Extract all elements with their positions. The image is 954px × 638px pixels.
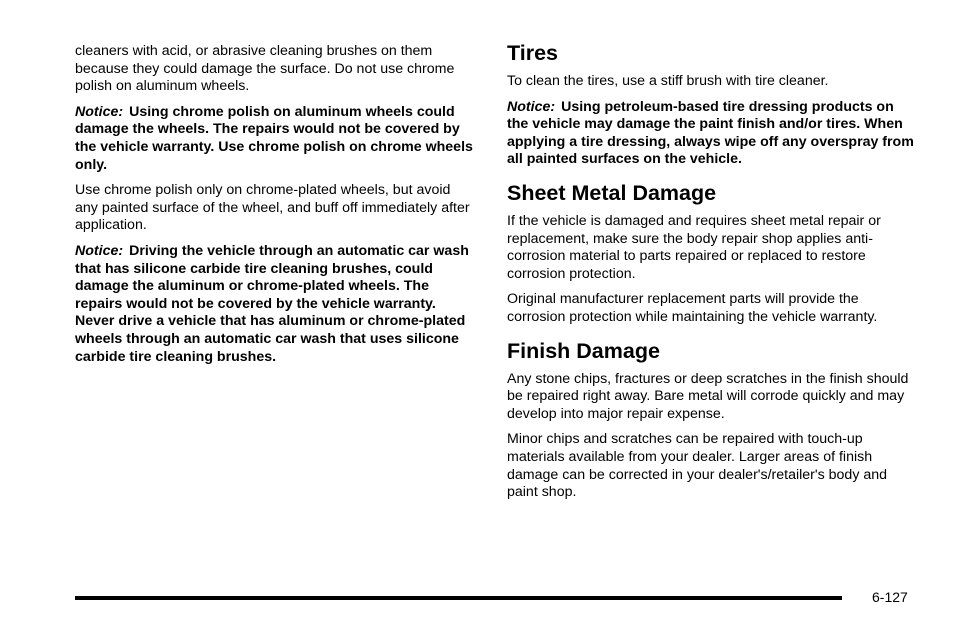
notice-label: Notice: bbox=[75, 103, 124, 120]
right-column bbox=[507, 41, 915, 514]
finish-damage-paragraph-2: Minor chips and scratches can be repaired with touch-up materials available from your dealer. Larger areas of finish damage can be corrected in your dealer's/retailer's body and paint shop. bbox=[507, 431, 888, 501]
finish-damage-heading: Finish Damage bbox=[507, 338, 660, 363]
tire-dressing-notice bbox=[507, 99, 915, 169]
finish-damage-section bbox=[507, 339, 915, 502]
finish-damage-paragraph-1: Any stone chips, fractures or deep scratches in the finish should be repaired right away. Bare metal will corrode quickly and may develop into major repair expense. bbox=[507, 370, 909, 422]
tires-section bbox=[507, 41, 915, 169]
tires-heading: Tires bbox=[507, 41, 558, 65]
car-wash-notice bbox=[75, 243, 475, 366]
sheet-metal-heading: Sheet Metal Damage bbox=[507, 180, 717, 205]
tires-paragraph: To clean the tires, use a stiff brush with tire cleaner. bbox=[507, 73, 829, 89]
chrome-polish-notice bbox=[75, 104, 475, 174]
wheel-cleaning-paragraph: cleaners with acid, or abrasive cleaning brushes on them because they could damage the surface. Do not use chrome polish on aluminum wheels. bbox=[75, 43, 455, 95]
notice-label: Notice: bbox=[507, 98, 556, 115]
chrome-polish-paragraph: Use chrome polish only on chrome-plated wheels, but avoid any painted surface of the wheel, and buff off immediately after application. bbox=[75, 182, 470, 234]
left-column bbox=[75, 43, 475, 374]
notice-label: Notice: bbox=[75, 242, 124, 259]
notice-text: Driving the vehicle through an automatic car wash that has silicone carbide tire cleaning brushes, could damage the aluminum or chrome-plated wheels. The repairs would not be covered by the vehicle warranty. Never drive a vehicle that has aluminum or chrome-plated wheels through an automatic car wash that uses silicone carbide tire cleaning brushes. bbox=[75, 242, 469, 365]
sheet-metal-paragraph-1: If the vehicle is damaged and requires sheet metal repair or replacement, make sure the body repair shop applies anti-corrosion material to parts repaired or replaced to restore corrosion protection. bbox=[507, 212, 881, 282]
notice-text: Using chrome polish on aluminum wheels could damage the wheels. The repairs would not be covered by the vehicle warranty. Use chrome polish on chrome wheels only. bbox=[75, 103, 473, 173]
sheet-metal-section bbox=[507, 181, 915, 327]
notice-text: Using petroleum-based tire dressing products on the vehicle may damage the paint finish and/or tires. When applying a tire dressing, always wipe off any overspray from all painted surfaces on the vehicle. bbox=[507, 98, 914, 168]
sheet-metal-paragraph-2: Original manufacturer replacement parts will provide the corrosion protection while maintaining the vehicle warranty. bbox=[507, 291, 878, 325]
footer-rule bbox=[75, 596, 842, 600]
page-number: 6-127 bbox=[872, 589, 908, 605]
